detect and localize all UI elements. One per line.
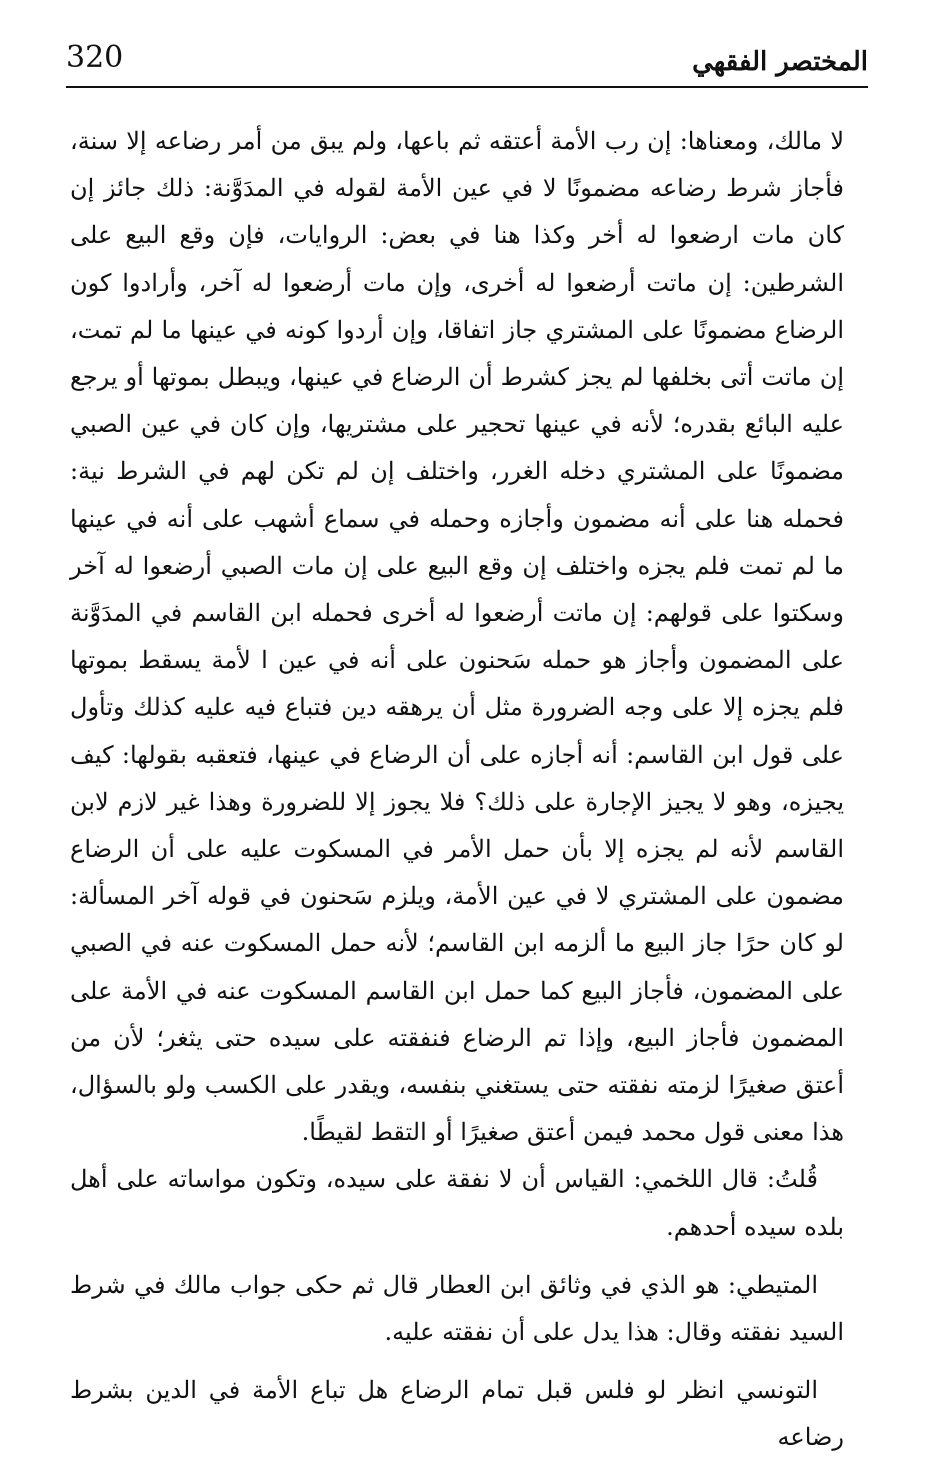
page-number: 320 xyxy=(66,40,124,75)
book-title: المختصر الفقهي xyxy=(692,47,868,77)
header-rule xyxy=(66,86,868,88)
page-body xyxy=(70,118,844,1462)
page-header xyxy=(66,34,868,94)
paragraph-qultu: قُلتُ: قال اللخمي: القياس أن لا نفقة على سيده، وتكون مواساته على أهل بلده سيده أحدهم. xyxy=(70,1165,844,1241)
paragraph-continued: لا مالك، ومعناها: إن رب الأمة أعتقه ثم باعها، ولم يبق من أمر رضاعه إلا سنة، فأجاز شرط رضاعه مضمونًا لا في عين الأمة لقوله في المدَوَّنة: ذلك جائز إن كان مات ارضعوا له أخر وكذا هنا في بعض: الروايات، فإن وقع البيع على الشرطين: إن ماتت أرضعوا له أخرى، وإن مات أرضعوا له آخر، وأرادوا كون الرضاع مضمونًا على المشتري جاز اتفاقا، وإن أردوا كونه في عينها ما لم تمت، إن ماتت أتى بخلفها لم يجز كشرط أن الرضاع في عينها، ويبطل بموتها أو يرجع عليه البائع بقدره؛ لأنه في عينها تحجير على مشتريها، وإن كان في عين الصبي مضمونًا على المشتري دخله الغرر، واختلف إن لم تكن لهم في الشرط نية: فحمله هنا على أنه مضمون وأجازه وحمله في سماع أشهب على أنه في عينها ما لم تمت فلم يجزه واختلف إن وقع البيع على إن مات الصبي أرضعوا له آخر وسكتوا على قولهم: إن ماتت أرضعوا له أخرى فحمله ابن القاسم في المدَوَّنة على المضمون وأجاز هو حمله سَحنون على أنه في عين ا لأمة يسقط بموتها فلم يجزه إلا على وجه الضرورة مثل أن يرهقه دين فتباع فيه عليه كذلك وتأول على قول ابن القاسم: أنه أجازه على أن الرضاع في عينها، فتعقبه بقولها: كيف يجيزه، وهو لا يجيز الإجارة على ذلك؟ فلا يجوز إلا للضرورة وهذا غير لازم لابن القاسم لأنه لم يجزه إلا بأن حمل الأمر في المسكوت عليه على أن الرضاع مضمون على المشتري لا في عين الأمة، ويلزم سَحنون في قوله آخر المسألة: لو كان حرًا جاز البيع ما ألزمه ابن القاسم؛ لأنه حمل المسكوت عنه في الصبي على المضمون، فأجاز البيع كما حمل ابن القاسم المسكوت عنه في الأمة على المضمون فأجاز البيع، وإذا تم الرضاع فنفقته على سيده حتى يثغر؛ لأن من أعتق صغيرًا لزمته نفقته حتى يستغني بنفسه، ويقدر على الكسب ولو بالسؤال، هذا معنى قول محمد فيمن أعتق صغيرًا أو التقط لقيطًا. xyxy=(70,127,845,1147)
paragraph-mutaytti: المتيطي: هو الذي في وثائق ابن العطار قال ثم حكى جواب مالك في شرط السيد نفقته وقال: هذا يدل على أن نفقته عليه. xyxy=(70,1270,844,1347)
paragraph-tunisi: التونسي انظر لو فلس قبل تمام الرضاع هل تباع الأمة في الدين بشرط رضاعه xyxy=(70,1376,844,1452)
